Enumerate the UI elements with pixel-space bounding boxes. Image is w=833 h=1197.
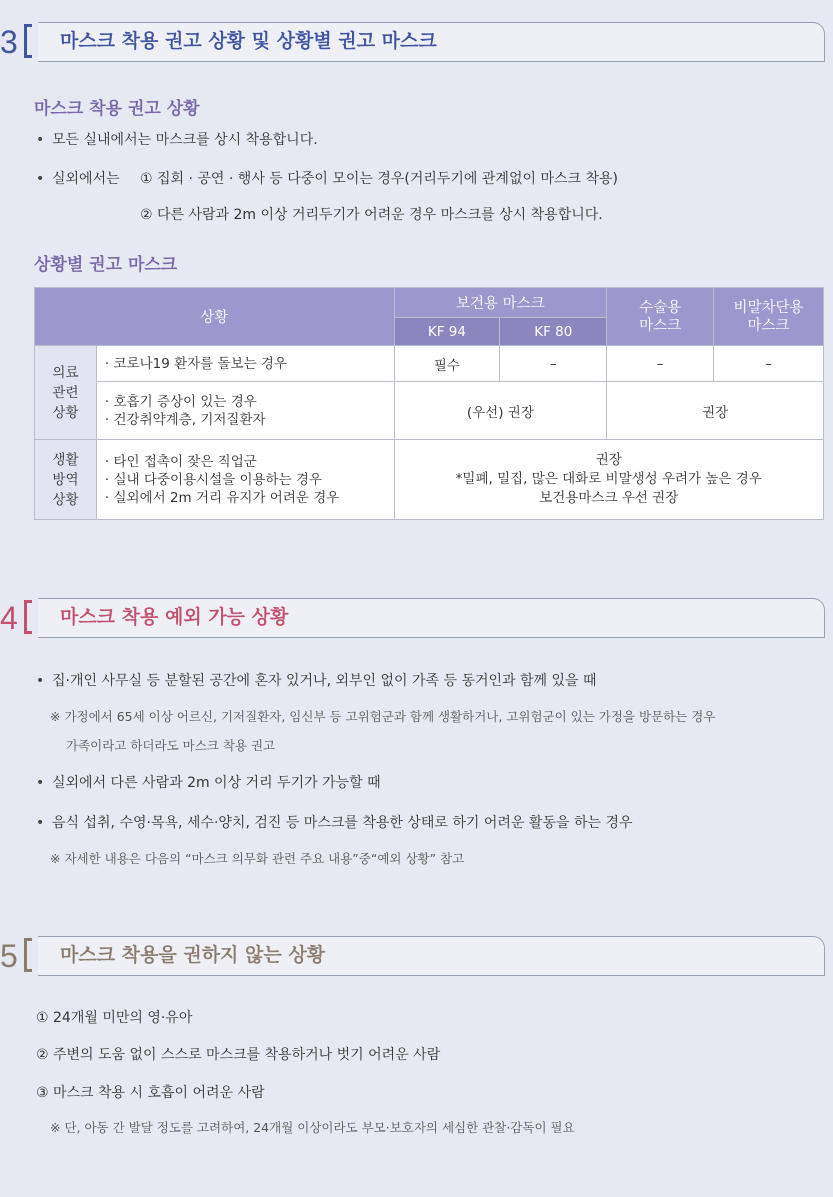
indoor-line: • 모든 실내에서는 마스크를 상시 착용합니다. — [52, 130, 318, 150]
life-situation — [96, 440, 394, 520]
mask-table — [34, 287, 824, 520]
life-value-1: 권장 — [595, 452, 622, 468]
exception-note-1-line1: ※ 가정에서 65세 이상 어르신, 기저질환자, 임신부 등 고위험군과 함께 생활하거나, 고위험군이 있는 가정을 방문하는 경우 — [50, 709, 716, 724]
medical-row1-situation: · 코로나19 환자를 돌보는 경우 — [96, 346, 394, 382]
life-category-2: 방역 — [52, 471, 79, 488]
not-recommended-item-2: ② 주변의 도움 없이 스스로 마스크를 착용하거나 벗기 어려운 사람 — [36, 1047, 441, 1063]
medical-row1-kf94: 필수 — [394, 346, 500, 382]
medical-category-3: 상황 — [52, 404, 79, 421]
bracket-icon — [24, 600, 27, 634]
not-recommended-item-1: ① 24개월 미만의 영·유아 — [36, 1010, 193, 1026]
exception-note-1-line2: 가족이라고 하더라도 마스크 착용 권고 — [66, 738, 276, 753]
section-title: 마스크 착용 권고 상황 및 상황별 권고 마스크 — [60, 30, 437, 52]
outdoor-case-1: ① 집회 · 공연 · 행사 등 다중이 모이는 경우(거리두기에 관계없이 마스크 착용) — [140, 171, 618, 187]
life-situation-3: · 실외에서 2m 거리 유지가 어려운 경우 — [104, 489, 340, 506]
section-4-header — [0, 598, 833, 642]
header-droplet — [714, 288, 824, 346]
header-health-mask: 보건용 마스크 — [394, 288, 607, 318]
outdoor-case-2: ② 다른 사람과 2m 이상 거리두기가 어려운 경우 마스크를 상시 착용합니다. — [140, 207, 603, 223]
life-value-2: *밀폐, 밀집, 많은 대화로 비말생성 우려가 높은 경우 — [455, 471, 762, 487]
exception-item-2: • 실외에서 다른 사람과 2m 이상 거리 두기가 가능할 때 — [52, 773, 381, 793]
section-number: 3 — [0, 24, 18, 60]
mask-heading: 상황별 권고 마스크 — [34, 255, 178, 275]
medical-category-2: 관련 — [52, 384, 79, 401]
medical-row1-kf80: – — [500, 346, 607, 382]
medical-row2-health: (우선) 권장 — [394, 382, 607, 440]
section-title: 마스크 착용을 권하지 않는 상황 — [60, 944, 326, 966]
exception-item-3: • 음식 섭취, 수영·목욕, 세수·양치, 검진 등 마스크를 착용한 상태로 하기 어려운 활동을 하는 경우 — [52, 813, 633, 833]
bracket-icon — [24, 938, 27, 972]
life-situation-2: · 실내 다중이용시설을 이용하는 경우 — [104, 471, 322, 488]
header-surgical-line2: 마스크 — [639, 317, 682, 334]
recommend-heading: 마스크 착용 권고 상황 — [34, 99, 200, 119]
medical-row1-surgical: – — [607, 346, 714, 382]
section-5-header — [0, 936, 833, 980]
not-recommended-note: ※ 단, 아동 간 발달 정도를 고려하여, 24개월 이상이라도 부모·보호자의 세심한 관찰·감독이 필요 — [50, 1120, 575, 1135]
section-number: 5 — [0, 938, 18, 974]
life-category-3: 상황 — [52, 491, 79, 508]
exception-item-1: • 집·개인 사무실 등 분할된 공간에 혼자 있거나, 외부인 없이 가족 등 동거인과 함께 있을 때 — [52, 671, 597, 691]
medical-row1-droplet: – — [714, 346, 824, 382]
section-number: 4 — [0, 600, 18, 636]
medical-category — [35, 346, 97, 440]
medical-row2-situation — [96, 382, 394, 440]
header-droplet-line1: 비말차단용 — [733, 299, 804, 316]
bracket-icon — [24, 24, 27, 58]
medical-row2-situation-2: · 건강취약계층, 기저질환자 — [104, 411, 266, 428]
medical-row2-other: 권장 — [607, 382, 824, 440]
header-situation: 상황 — [35, 288, 395, 346]
header-surgical — [607, 288, 714, 346]
life-value — [394, 440, 823, 520]
life-situation-1: · 타인 접촉이 잦은 직업군 — [104, 453, 257, 470]
medical-row2-situation-1: · 호흡기 증상이 있는 경우 — [104, 393, 257, 410]
header-kf80: KF 80 — [500, 318, 607, 346]
header-surgical-line1: 수술용 — [639, 299, 682, 316]
exception-note-2: ※ 자세한 내용은 다음의 “마스크 의무화 관련 주요 내용”중“예외 상황” 참고 — [50, 851, 465, 866]
medical-category-1: 의료 — [52, 364, 79, 381]
life-value-3: 보건용마스크 우선 권장 — [539, 490, 679, 506]
section-3-header — [0, 22, 833, 66]
not-recommended-item-3: ③ 마스크 착용 시 호흡이 어려운 사람 — [36, 1085, 265, 1101]
section-title: 마스크 착용 예외 가능 상황 — [60, 606, 289, 628]
life-category-1: 생활 — [52, 451, 79, 468]
outdoor-prefix: • 실외에서는 — [52, 169, 120, 189]
header-kf94: KF 94 — [394, 318, 500, 346]
life-category — [35, 440, 97, 520]
header-droplet-line2: 마스크 — [747, 317, 790, 334]
